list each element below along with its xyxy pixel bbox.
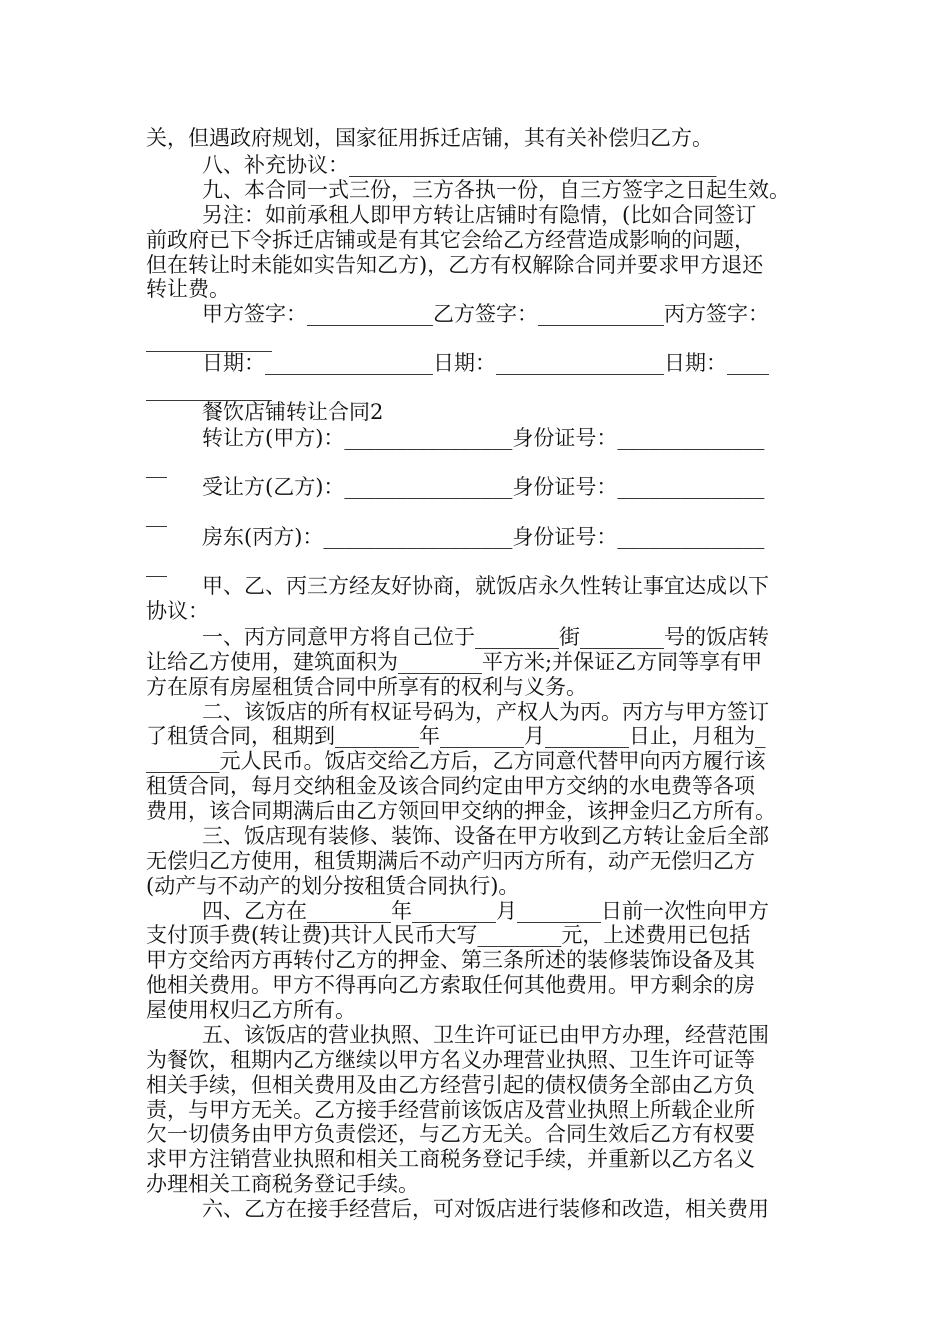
text-line: 方在原有房屋租赁合同中所享有的权利与义务。: [146, 675, 587, 699]
text-line: 八、补充协议：___________________________________: [202, 153, 717, 177]
text-line: 二、该饭店的所有权证号码为，产权人为丙。丙方与甲方签订: [202, 700, 769, 724]
text-line: 九、本合同一式三份，三方各执一份，自三方签字之日起生效。: [202, 178, 790, 202]
text-line: _______元人民币。饭店交给乙方后，乙方同意代替甲向丙方履行该: [146, 749, 766, 773]
text-line: 他相关费用。甲方不得再向乙方索取任何其他费用。甲方剩余的房: [146, 973, 755, 997]
text-line: 协议：: [146, 599, 209, 623]
party-a-line-cont: __: [146, 454, 167, 478]
date-line: 日期：________________日期：________________日期：____: [202, 351, 769, 375]
contract-title: 餐饮店铺转让合同2: [202, 400, 384, 424]
text-line: 另注：如前承租人即甲方转让店铺时有隐情，(比如合同签订: [202, 203, 757, 227]
text-line: 无偿归乙方使用，租赁期满后不动产归丙方所有，动产无偿归乙方: [146, 849, 755, 873]
party-c-line-cont: __: [146, 553, 167, 577]
text-line: 办理相关工商税务登记手续。: [146, 1172, 419, 1196]
text-line: 为餐饮，租期内乙方继续以甲方名义办理营业执照、卫生许可证等: [146, 1048, 755, 1072]
date-line-cont: ____________: [146, 377, 272, 401]
text-line: 四、乙方在________年________月________日前一次性向甲方: [202, 899, 769, 923]
text-line: 屋使用权归乙方所有。: [146, 998, 356, 1022]
text-line: 责，与甲方无关。乙方接手经营前该饭店及营业执照上所载企业所: [146, 1098, 755, 1122]
text-line: 甲、乙、丙三方经友好协商，就饭店永久性转让事宜达成以下: [202, 574, 769, 598]
text-line: 五、该饭店的营业执照、卫生许可证已由甲方办理，经营范围: [202, 1023, 769, 1047]
text-line: (动产与不动产的划分按租赁合同执行)。: [146, 874, 520, 898]
party-a-line: 转让方(甲方)：________________身份证号：______________: [202, 426, 765, 450]
text-line: 转让费。: [146, 277, 230, 301]
text-line: 前政府已下令拆迁店铺或是有其它会给乙方经营造成影响的问题，: [146, 228, 755, 252]
text-line: 但在转让时未能如实告知乙方)，乙方有权解除合同并要求甲方退还: [146, 253, 764, 277]
party-b-line: 受让方(乙方)：________________身份证号：______________: [202, 475, 765, 499]
text-line: 关，但遇政府规划，国家征用拆迁店铺，其有关补偿归乙方。: [146, 126, 713, 150]
text-line: 了租赁合同，租期到________年________月________日止，月租为_: [146, 724, 766, 748]
text-line: 三、饭店现有装修、装饰、设备在甲方收到乙方转让金后全部: [202, 824, 769, 848]
text-line: 支付顶手费(转让费)共计人民币大写________元，上述费用已包括: [146, 923, 751, 947]
text-line: 相关手续，但相关费用及由乙方经营引起的债权债务全部由乙方负: [146, 1073, 755, 1097]
party-b-line-cont: __: [146, 503, 167, 527]
text-line: 六、乙方在接手经营后，可对饭店进行装修和改造，相关费用: [202, 1197, 769, 1221]
text-line: 让给乙方使用，建筑面积为________平方米;并保证乙方同等享有甲: [146, 650, 763, 674]
text-line: 甲方交给丙方再转付乙方的押金、第三条所述的装修装饰设备及其: [146, 948, 755, 972]
text-line: 费用，该合同期满后由乙方领回甲交纳的押金，该押金归乙方所有。: [146, 799, 776, 823]
signature-line: 甲方签字：____________乙方签字：____________丙方签字：: [202, 302, 769, 326]
text-line: 求甲方注销营业执照和相关工商税务登记手续，并重新以乙方名义: [146, 1147, 755, 1171]
signature-line-cont: ____________: [146, 328, 272, 352]
party-c-line: 房东(丙方)：__________________身份证号：______________: [202, 525, 765, 549]
text-line: 欠一切债务由甲方负责偿还，与乙方无关。合同生效后乙方有权要: [146, 1122, 755, 1146]
text-line: 一、丙方同意甲方将自己位于________街________号的饭店转: [202, 625, 769, 649]
text-line: 租赁合同，每月交纳租金及该合同约定由甲方交纳的水电费等各项: [146, 774, 755, 798]
